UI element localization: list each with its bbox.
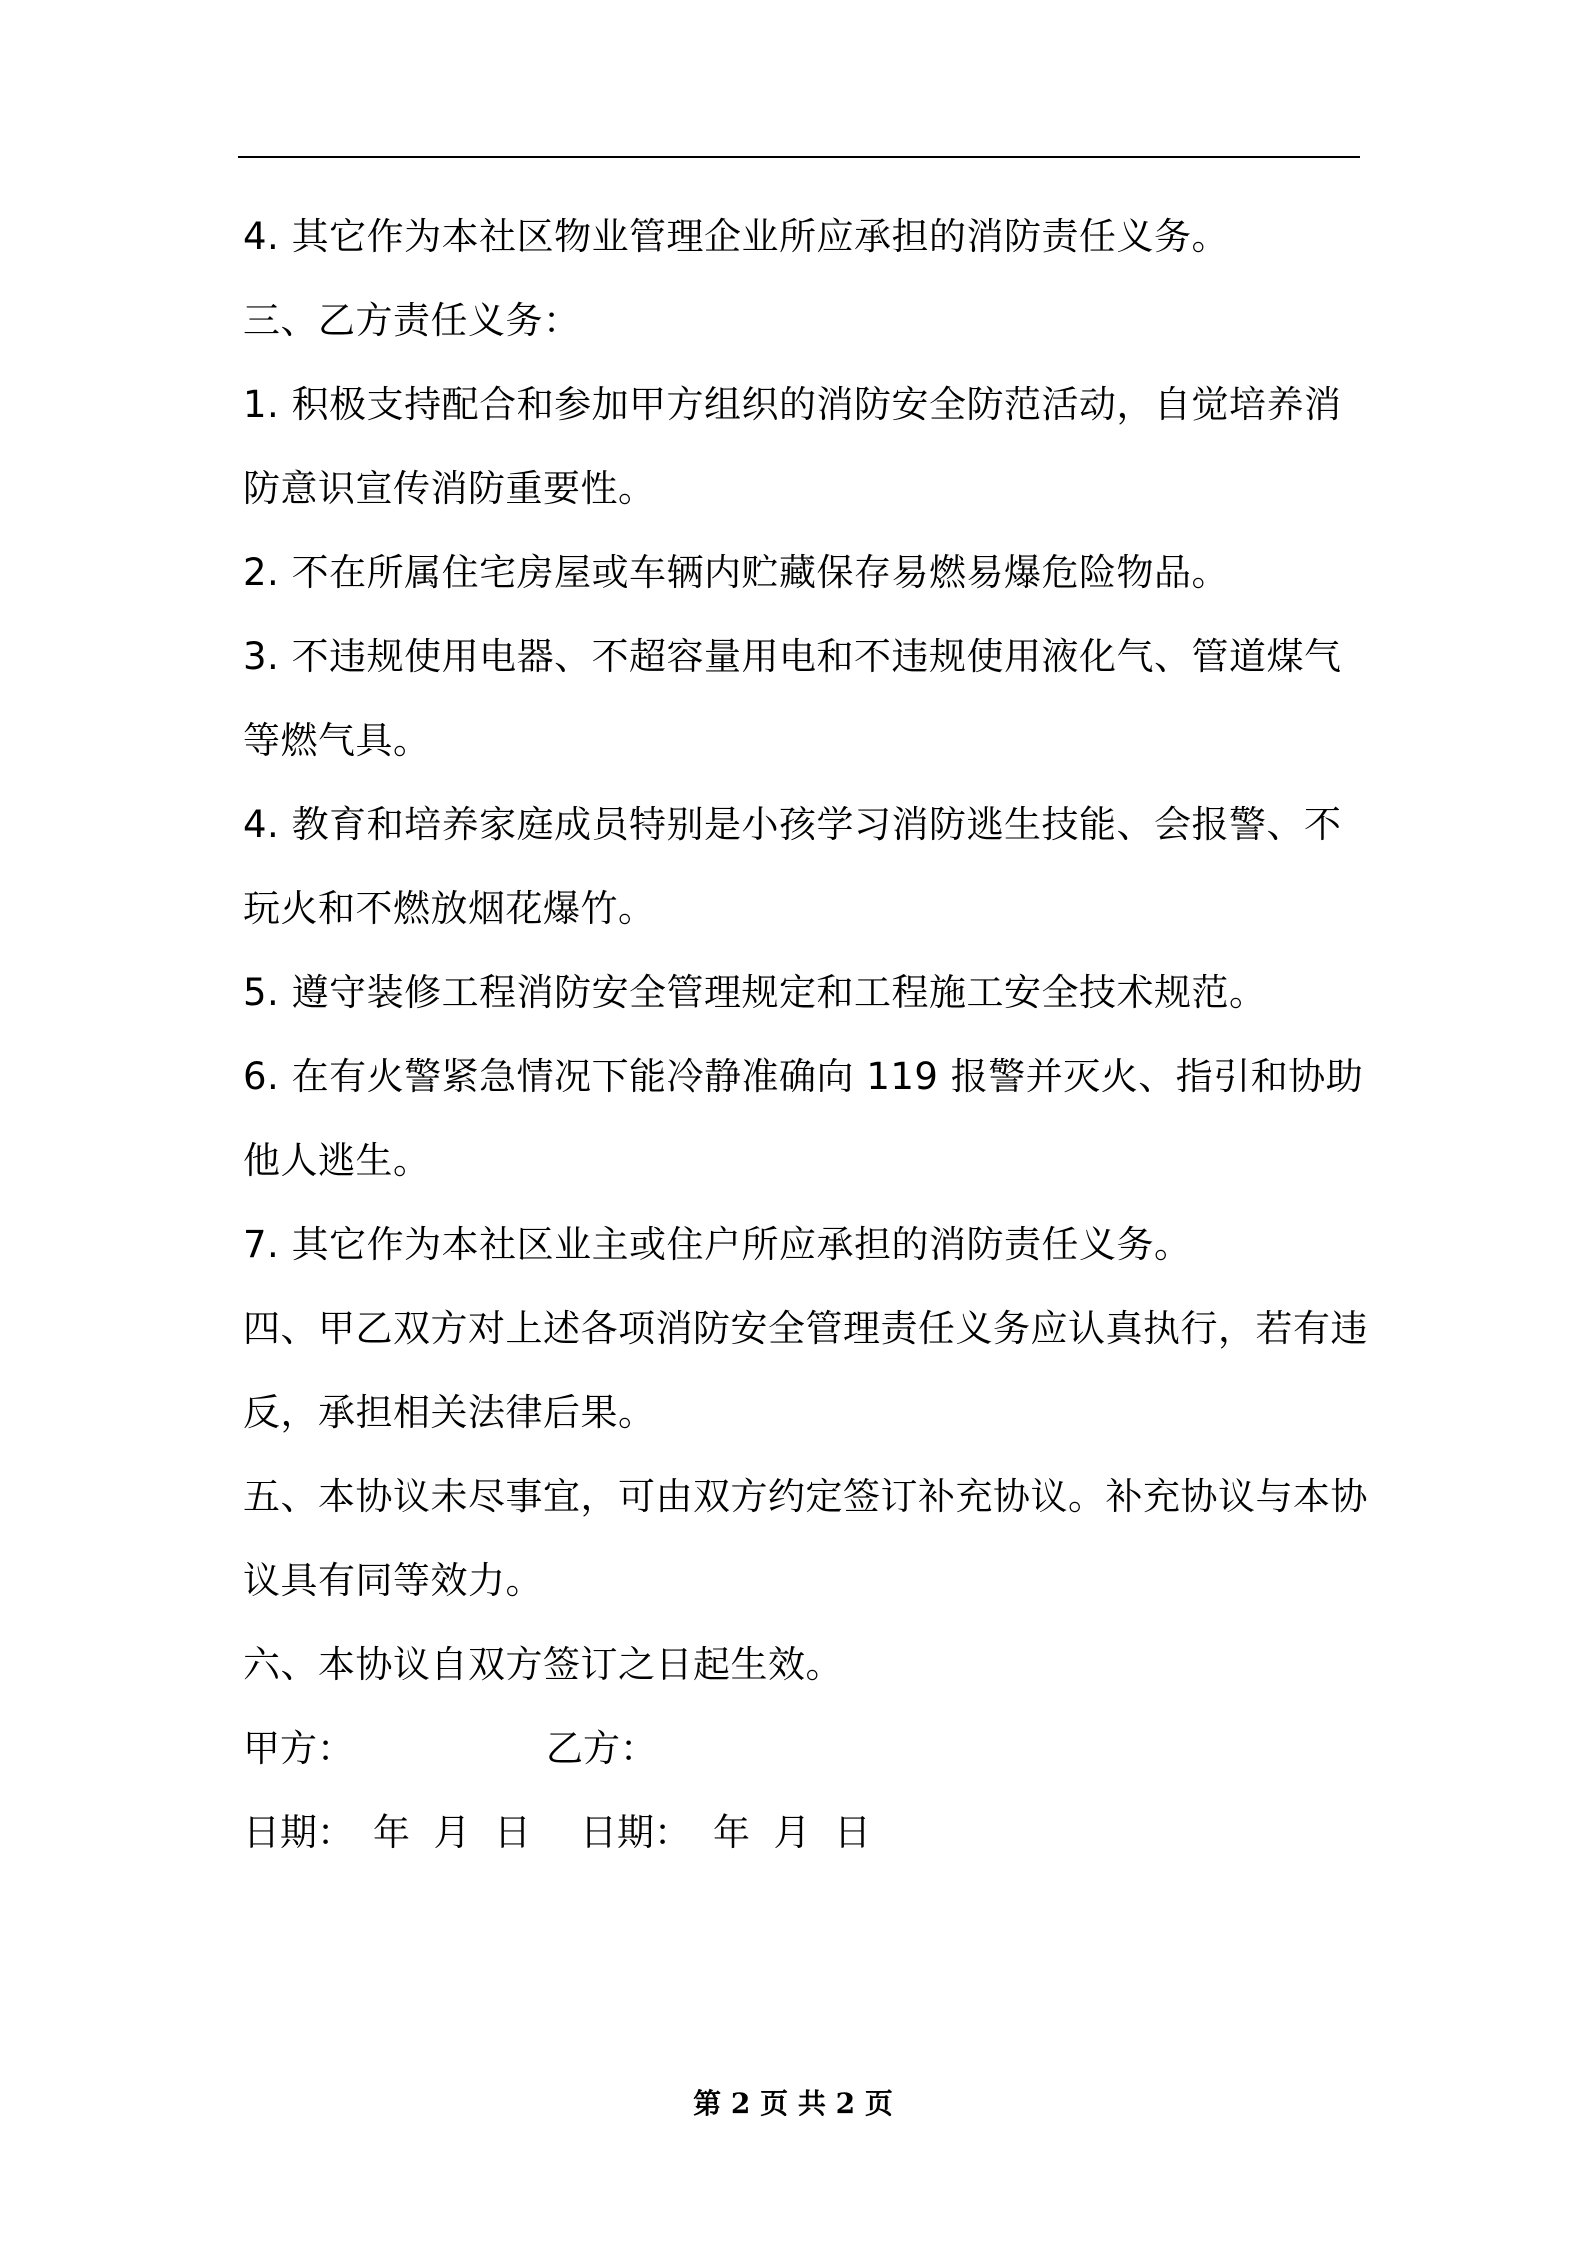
body-line: 3. 不违规使用电器、不超容量用电和不违规使用液化气、管道煤气 <box>243 635 1342 678</box>
body-line: 防意识宣传消防重要性。 <box>243 467 656 510</box>
header-rule <box>238 156 1360 158</box>
date-b-fields: 年 月 日 <box>713 1811 872 1854</box>
section-heading: 三、乙方责任义务： <box>243 299 581 342</box>
body-line: 6. 在有火警紧急情况下能冷静准确向 119 报警并灭火、指引和协助 <box>243 1055 1364 1098</box>
signature-dates <box>243 1791 1360 1875</box>
section-heading: 五、本协议未尽事宜，可由双方约定签订补充协议。补充协议与本协 <box>243 1475 1368 1518</box>
date-a-label: 日期： <box>243 1811 354 1854</box>
body-line: 等燃气具。 <box>243 719 431 762</box>
body-line: 玩火和不燃放烟花爆竹。 <box>243 887 656 930</box>
body-line: 议具有同等效力。 <box>243 1559 543 1602</box>
body-line: 反，承担相关法律后果。 <box>243 1391 656 1434</box>
party-a-label: 甲方： <box>243 1727 354 1770</box>
party-b-label: 乙方： <box>546 1727 657 1770</box>
section-heading: 六、本协议自双方签订之日起生效。 <box>243 1643 843 1686</box>
body-line: 1. 积极支持配合和参加甲方组织的消防安全防范活动，自觉培养消 <box>243 383 1342 426</box>
document-body <box>243 195 1368 1875</box>
page-number: 第 2 页 共 2 页 <box>693 2087 893 2120</box>
body-line: 4. 其它作为本社区物业管理企业所应承担的消防责任义务。 <box>243 215 1230 258</box>
date-b-label: 日期： <box>580 1811 691 1854</box>
body-line: 4. 教育和培养家庭成员特别是小孩学习消防逃生技能、会报警、不 <box>243 803 1342 846</box>
body-line: 5. 遵守装修工程消防安全管理规定和工程施工安全技术规范。 <box>243 971 1267 1014</box>
body-line: 7. 其它作为本社区业主或住户所应承担的消防责任义务。 <box>243 1223 1192 1266</box>
body-line: 2. 不在所属住宅房屋或车辆内贮藏保存易燃易爆危险物品。 <box>243 551 1230 594</box>
body-line: 他人逃生。 <box>243 1139 431 1182</box>
date-a-fields: 年 月 日 <box>373 1811 532 1854</box>
section-heading: 四、甲乙双方对上述各项消防安全管理责任义务应认真执行，若有违 <box>243 1307 1368 1350</box>
signature-parties <box>243 1707 1360 1791</box>
